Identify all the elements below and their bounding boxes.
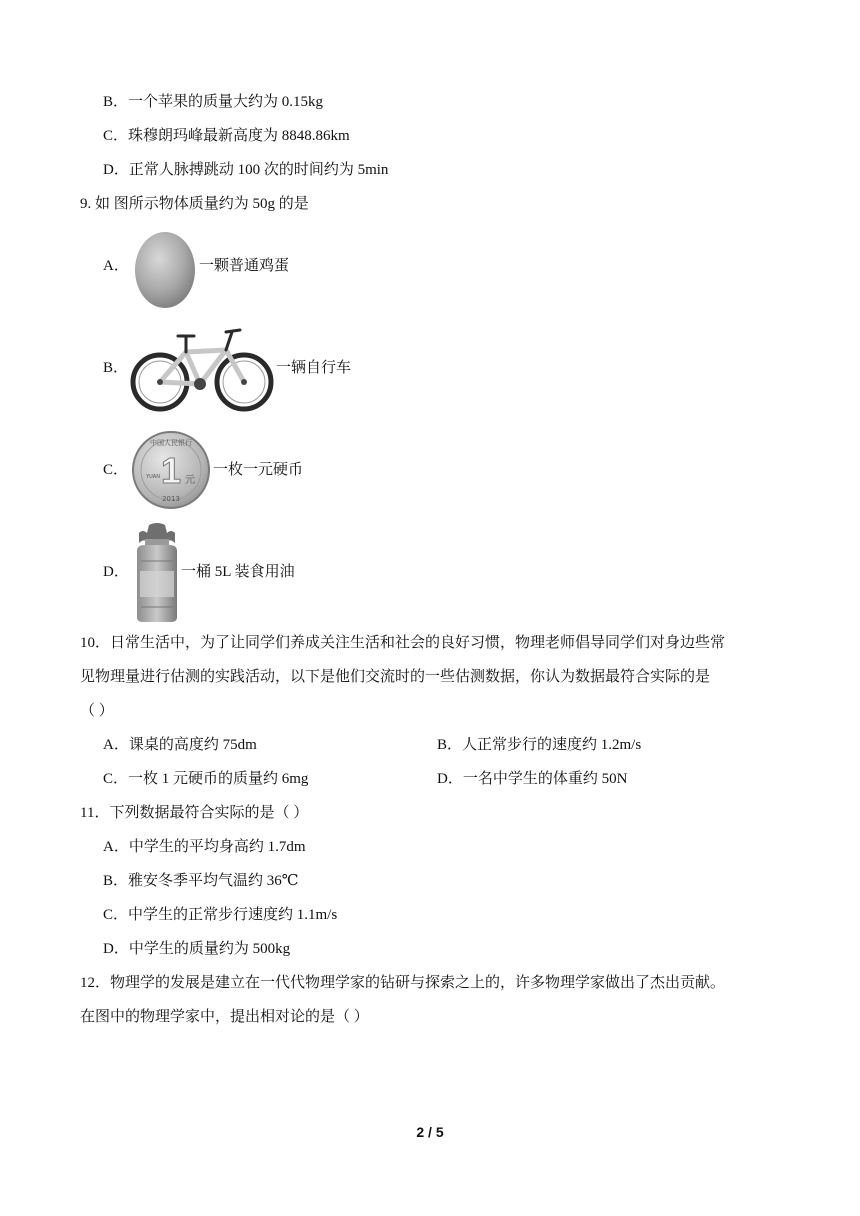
q8-option-d: D．正常人脉搏跳动 100 次的时间约为 5min — [103, 162, 389, 178]
q9-option-a-caption: 一颗普通鸡蛋 — [199, 258, 290, 274]
q8-option-c: C．珠穆朗玛峰最新高度为 8848.86km — [103, 128, 350, 144]
coin-yuan-char: 元 — [185, 475, 195, 486]
q9-stem: 9. 如 图所示物体质量约为 50g 的是 — [80, 196, 309, 212]
coin-top-text: 中国人民银行 — [150, 439, 192, 447]
q8-option-b: B．一个苹果的质量大约为 0.15kg — [103, 94, 324, 110]
q10-option-d: D．一名中学生的体重约 50N — [437, 771, 628, 787]
q12-stem-line2: 在图中的物理学家中，提出相对论的是（ ） — [80, 1009, 369, 1025]
coin-icon — [131, 430, 211, 510]
q9-option-b-caption: 一辆自行车 — [276, 360, 352, 376]
coin-numeral: 1 — [160, 450, 182, 491]
q9-option-b-letter: B． — [103, 360, 129, 376]
q10-stem-line2: 见物理量进行估测的实践活动，以下是他们交流时的一些估测数据，你认为数据最符合实际的是 — [80, 669, 711, 685]
q10-option-a: A．课桌的高度约 75dm — [103, 737, 257, 753]
q11-option-a: A．中学生的平均身高约 1.7dm — [103, 839, 306, 855]
q9-option-d-letter: D． — [103, 564, 129, 580]
q9-option-d-caption: 一桶 5L 装食用油 — [181, 564, 295, 580]
egg-icon — [132, 228, 200, 308]
q11-option-b: B．雅安冬季平均气温约 36℃ — [103, 873, 299, 889]
q10-option-c: C．一枚 1 元硬币的质量约 6mg — [103, 771, 309, 787]
page-number: 2 / 5 — [416, 1124, 444, 1140]
coin-yuan-text: YUAN — [146, 474, 160, 480]
q11-stem: 11．下列数据最符合实际的是（ ） — [80, 805, 309, 821]
oil-bottle-icon — [131, 521, 183, 623]
q12-stem-line1: 12．物理学的发展是建立在一代代物理学家的钻研与探索之上的，许多物理学家做出了杰出贡献。 — [80, 975, 726, 991]
q9-option-c-caption: 一枚一元硬币 — [213, 462, 304, 478]
q9-option-a-letter: A． — [103, 258, 129, 274]
coin-year: 2013 — [162, 495, 180, 503]
bicycle-icon — [128, 322, 276, 416]
q11-option-d: D．中学生的质量约为 500kg — [103, 941, 291, 957]
q9-option-c-letter: C． — [103, 462, 129, 478]
q10-stem-line1: 10．日常生活中，为了让同学们养成关注生活和社会的良好习惯，物理老师倡导同学们对身边些常 — [80, 635, 726, 651]
q11-option-c: C．中学生的正常步行速度约 1.1m/s — [103, 907, 338, 923]
q10-stem-line3: （ ） — [80, 703, 114, 719]
q10-option-b: B．人正常步行的速度约 1.2m/s — [437, 737, 642, 753]
